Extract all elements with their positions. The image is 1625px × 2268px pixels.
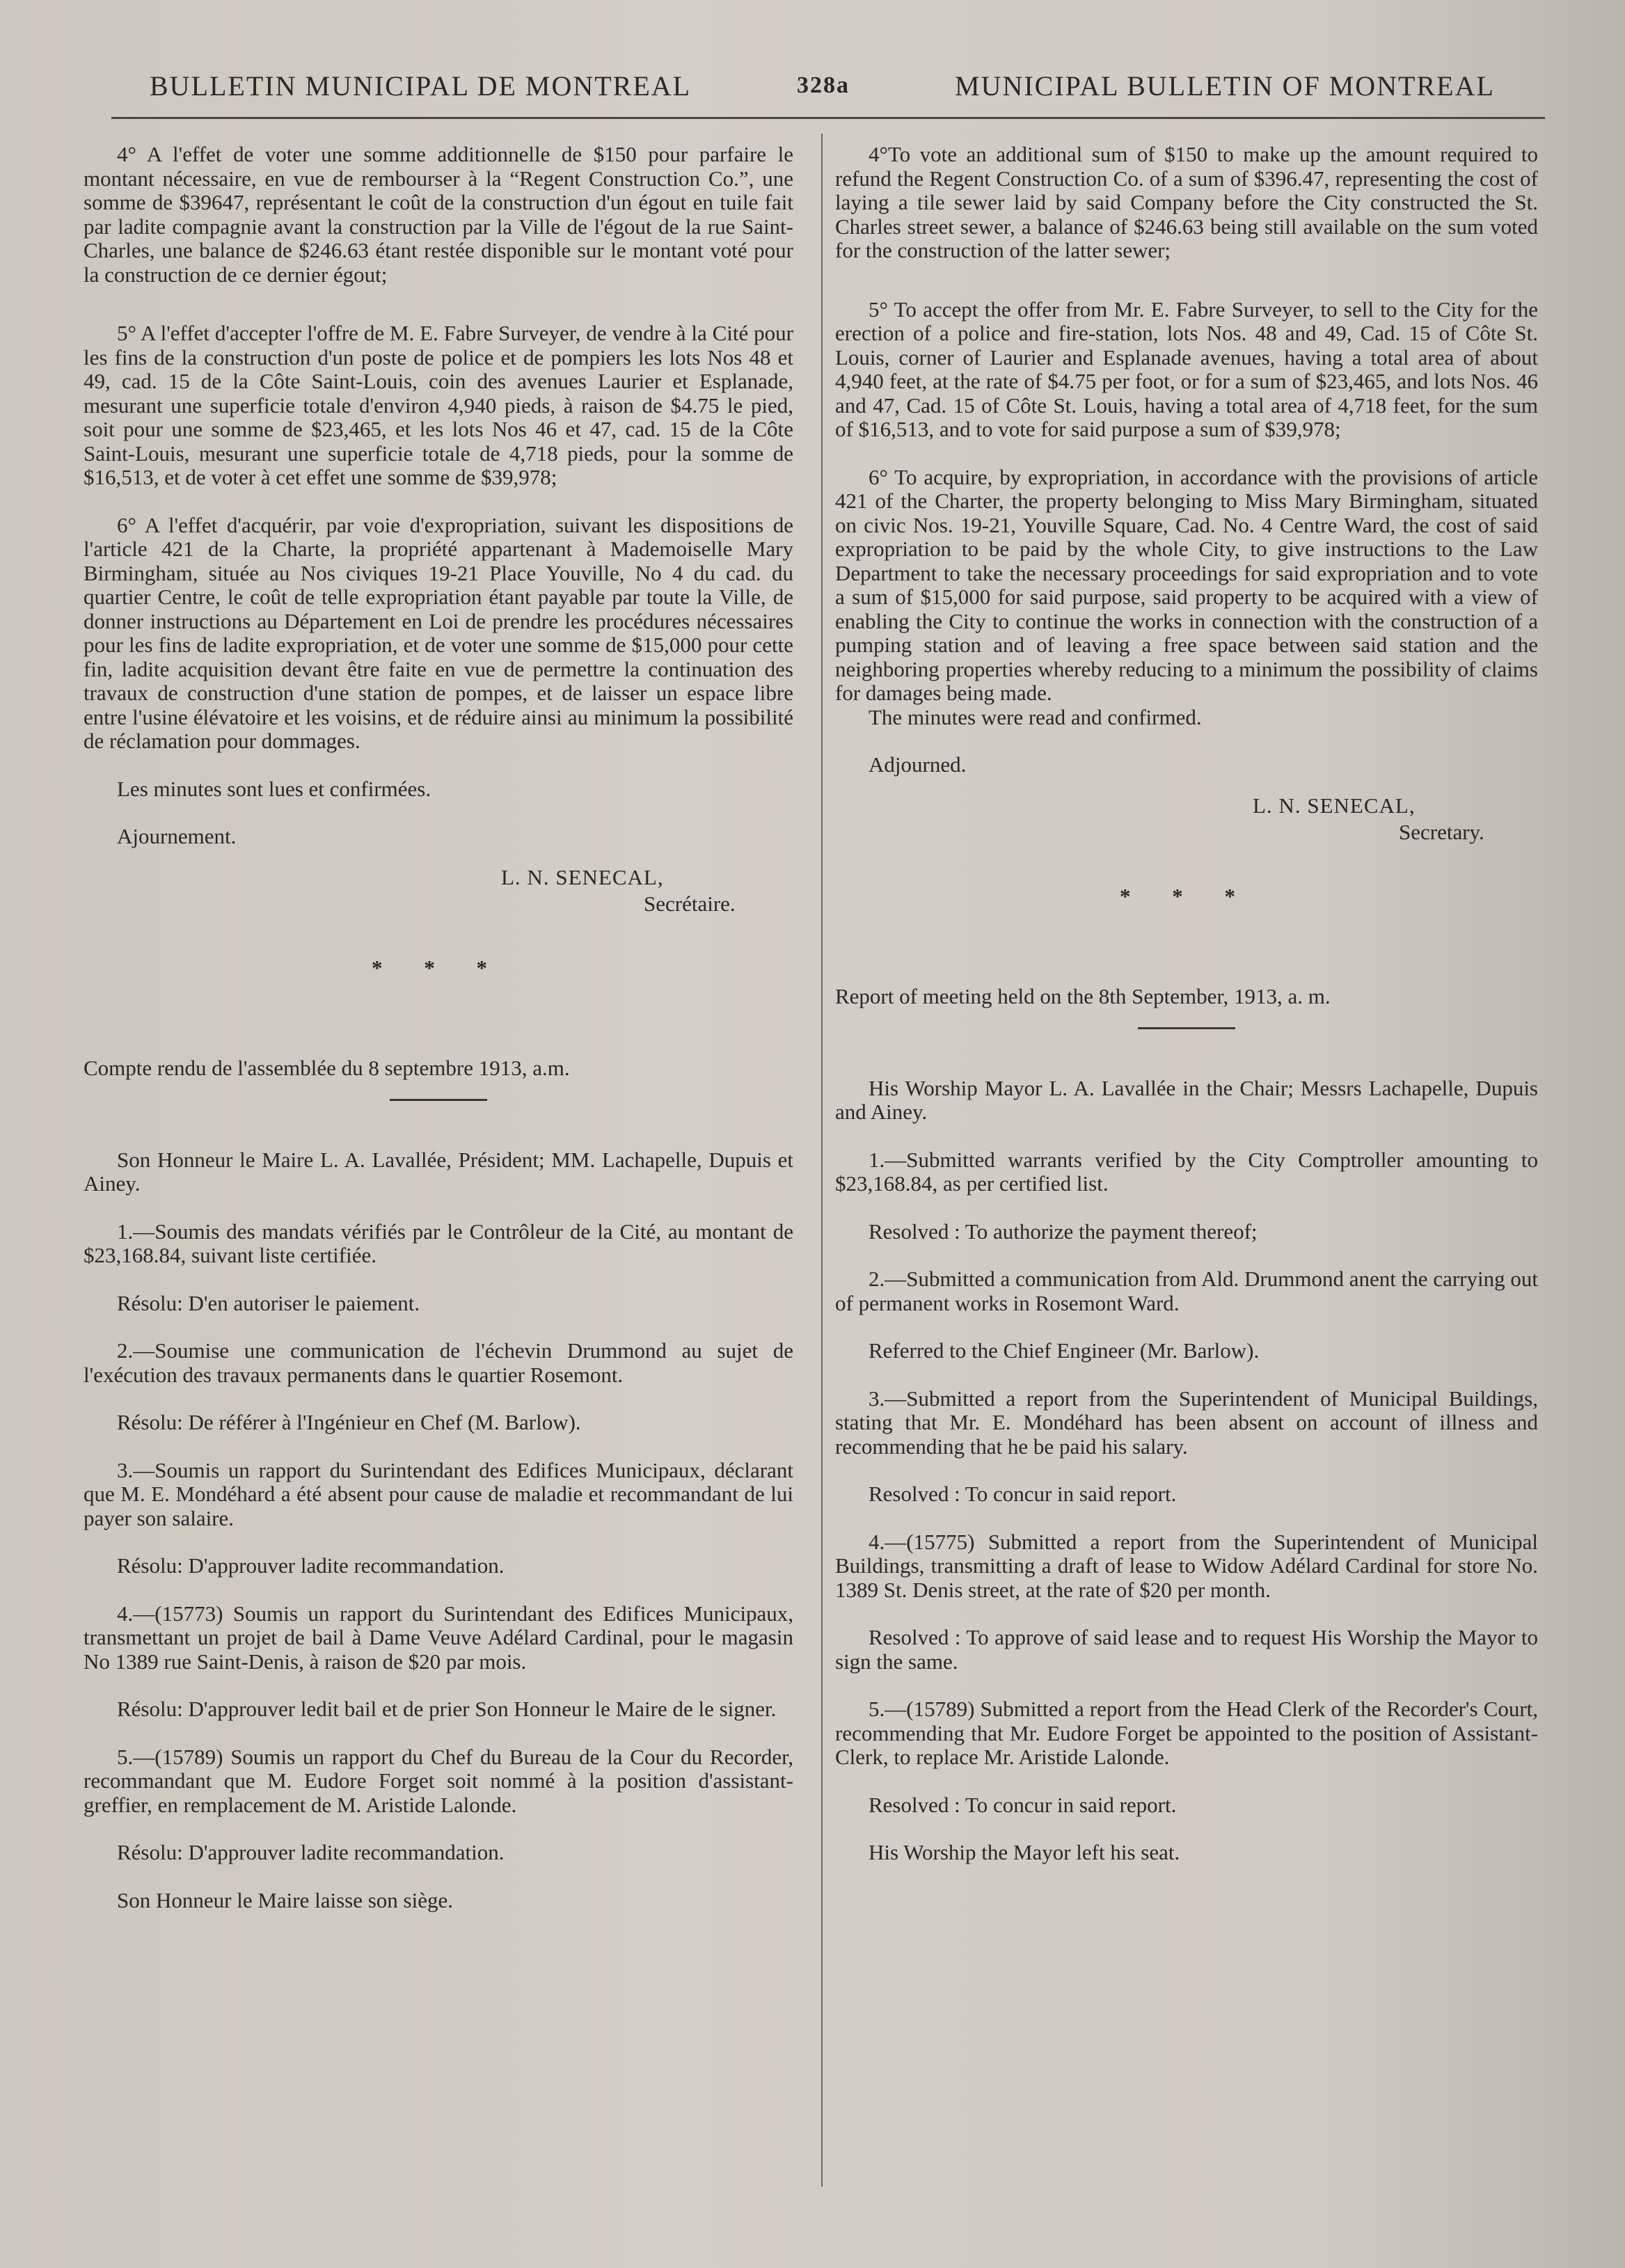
agenda-item-2: 2.—Soumise une communication de l'échevin Drummond au sujet de l'exécution des travaux permanents dans le quartier Rosemont. bbox=[84, 1338, 793, 1387]
resolution-3: Resolved : To concur in said report. bbox=[869, 1482, 1177, 1506]
paragraph-item-5: 5° A l'effet d'accepter l'offre de M. E. Fabre Surveyer, de vendre à la Cité pour les fins de la construction d'un poste de police et de pompiers les lots Nos 48 et 49, cad. 15 de la Côte Saint-Louis, coin des avenues Laurier et Esplanade, mesurant une superficie totale d'environ 4,940 pieds, à raison de $4.75 le pied, soit pour une somme de $23,465, et les lots Nos 46 et 47, cad. 15 de la Côte Saint-Louis, mesurant une superficie totale de 4,718 pieds, pour la somme de $16,513, et de voter à cet effet une somme de $39,978; bbox=[84, 321, 793, 489]
agenda-item-1: 1.—Soumis des mandats vérifiés par le Contrôleur de la Cité, au montant de $23,168.84, suivant liste certifiée. bbox=[84, 1219, 793, 1267]
signature-name: L. N. SENECAL, bbox=[1253, 793, 1416, 818]
report-rule bbox=[390, 1099, 487, 1101]
adjourned: Ajournement. bbox=[117, 824, 237, 848]
paragraph-item-4: 4° A l'effet de voter une somme additionnelle de $150 pour parfaire le montant nécessaire, en vue de rembourser à la “Regent Construction Co.”, une somme de $39647, représentant le coût de la construction d'un égout en tuile fait par ladite compagnie avant la construction par la Ville de l'égout de la rue Saint-Charles, une balance de $246.63 étant restée disponible sur le montant voté pour la construction de ce dernier égout; bbox=[84, 142, 793, 287]
signature-block bbox=[84, 866, 793, 914]
resolution-4: Résolu: D'approuver ledit bail et de prier Son Honneur le Maire de le signer. bbox=[117, 1697, 777, 1721]
resolution-1: Résolu: D'en autoriser le paiement. bbox=[117, 1290, 420, 1315]
column-divider bbox=[821, 134, 823, 2187]
agenda-item-2: 2.—Submitted a communication from Ald. Drummond anent the carrying out of permanent works in Rosemont Ward. bbox=[835, 1267, 1538, 1315]
paragraph-item-5: 5° To accept the offer from Mr. E. Fabre Surveyer, to sell to the City for the erection of a police and fire-station, lots Nos. 48 and 49, Cad. 15 of Côte St. Louis, corner of Laurier and Esplanade avenues, having a total area of about 4,940 feet, at the rate of $4.75 per foot, or for a sum of $23,465, and lots Nos. 46 and 47, Cad. 15 of Côte St. Louis, having a total area of 4,718 feet, for the sum of $16,513, and to vote for said purpose a sum of $39,978; bbox=[835, 296, 1538, 441]
header-title-french: BULLETIN MUNICIPAL DE MONTREAL bbox=[150, 70, 692, 102]
signature-title: Secrétaire. bbox=[644, 891, 736, 916]
agenda-item-3: 3.—Soumis un rapport du Surintendant des Edifices Municipaux, déclarant que M. E. Mondéhard a été absent pour cause de maladie et recommandant de lui payer son salaire. bbox=[84, 1457, 793, 1530]
section-stars: * * * bbox=[372, 955, 505, 980]
agenda-item-5: 5.—(15789) Soumis un rapport du Chef du Bureau de la Cour du Recorder, recommandant que M. Eudore Forget soit nommé à la position d'assistant-greffier, en remplacement de M. Aristide Lalonde. bbox=[84, 1744, 793, 1817]
resolution-4: Resolved : To approve of said lease and to request His Worship the Mayor to sign the same. bbox=[835, 1625, 1538, 1674]
signature-block bbox=[835, 794, 1538, 843]
agenda-item-1: 1.—Submitted warrants verified by the City Comptroller amounting to $23,168.84, as per certified list. bbox=[835, 1147, 1538, 1196]
resolution-2: Referred to the Chief Engineer (Mr. Barlow). bbox=[869, 1338, 1260, 1363]
minutes-confirmed: Les minutes sont lues et confirmées. bbox=[117, 776, 431, 801]
adjourned: Adjourned. bbox=[869, 752, 967, 777]
resolution-1: Resolved : To authorize the payment thereof; bbox=[869, 1219, 1258, 1244]
attendance: Son Honneur le Maire L. A. Lavallée, Président; MM. Lachapelle, Dupuis et Ainey. bbox=[84, 1147, 793, 1196]
signature-title: Secretary. bbox=[1399, 819, 1484, 844]
english-column bbox=[835, 143, 1538, 1865]
header-rule bbox=[111, 117, 1545, 119]
paragraph-item-6: 6° A l'effet d'acquérir, par voie d'expropriation, suivant les dispositions de l'article 421 de la Charte, la propriété appartenant à Mademoiselle Mary Birmingham, située au Nos civiques 19-21 Place Youville, No 4 du cad. du quartier Centre, le coût de telle expropriation étant payable par toute la Ville, de donner instructions au Département en Loi de prendre les procédures nécessaires pour les fins de ladite expropriation, et de voter une somme de $15,000 pour cette fin, ladite acquisition devant être faite en vue de permettre la continuation des travaux de construction d'une station de pompes, et de laisser un espace libre entre l'usine élévatoire et les voisins, et de réduire ainsi au minimum la possibilité de réclamation pour dommages. bbox=[84, 512, 793, 753]
agenda-item-4: 4.—(15775) Submitted a report from the Superintendent of Municipal Buildings, transmitting a draft of lease to Widow Adélard Cardinal for store No. 1389 St. Denis street, at the rate of $20 per month. bbox=[835, 1529, 1538, 1602]
resolution-5: Resolved : To concur in said report. bbox=[869, 1792, 1177, 1817]
minutes-confirmed: The minutes were read and confirmed. bbox=[869, 704, 1202, 729]
attendance: His Worship Mayor L. A. Lavallée in the Chair; Messrs Lachapelle, Dupuis and Ainey. bbox=[835, 1075, 1538, 1124]
agenda-item-4: 4.—(15773) Soumis un rapport du Surintendant des Edifices Municipaux, transmettant un projet de bail à Dame Veuve Adélard Cardinal, pour le magasin No 1389 rue Saint-Denis, à raison de $20 par mois. bbox=[84, 1601, 793, 1674]
agenda-item-3: 3.—Submitted a report from the Superintendent of Municipal Buildings, stating that Mr. E. Mondéhard has been absent on account of illness and recommending that he be paid his salary. bbox=[835, 1386, 1538, 1459]
agenda-item-5: 5.—(15789) Submitted a report from the Head Clerk of the Recorder's Court, recommending that Mr. Eudore Forget be appointed to the position of Assistant-Clerk, to replace Mr. Aristide Lalonde. bbox=[835, 1697, 1538, 1769]
french-column bbox=[84, 143, 793, 1912]
header-title-english: MUNICIPAL BULLETIN OF MONTREAL bbox=[955, 70, 1495, 102]
report-title: Report of meeting held on the 8th September, 1913, a. m. bbox=[835, 984, 1331, 1008]
report-rule bbox=[1138, 1027, 1235, 1029]
page-number: 328a bbox=[797, 72, 850, 98]
paragraph-item-4: 4°To vote an additional sum of $150 to make up the amount required to refund the Regent Construction Co. of a sum of $396.47, representing the cost of laying a tile sewer laid by said Company before the City constructed the St. Charles street sewer, a balance of $246.63 being still available on the sum voted for the construction of the latter sewer; bbox=[835, 142, 1538, 262]
section-stars: * * * bbox=[1120, 883, 1253, 908]
resolution-5: Résolu: D'approuver ladite recommandation. bbox=[117, 1840, 505, 1864]
mayor-leaves-seat: His Worship the Mayor left his seat. bbox=[869, 1840, 1180, 1864]
report-title: Compte rendu de l'assemblée du 8 septembre 1913, a.m. bbox=[84, 1056, 570, 1080]
paragraph-item-6: 6° To acquire, by expropriation, in accordance with the provisions of article 421 of the Charter, the property belonging to Miss Mary Birmingham, situated on civic Nos. 19-21, Youville Square, Cad. No. 4 Centre Ward, the cost of said expropriation to be paid by the whole City, to give instructions to the Law Department to take the necessary proceedings for said expropriation and to vote a sum of $15,000 for said purpose, said property to be acquired with a view of enabling the City to continue the works in connection with the construction of a pumping station and of leaving a free space between said station and the neighboring properties whereby reducing to a minimum the possibility of claims for damages being made. bbox=[835, 464, 1538, 705]
mayor-leaves-seat: Son Honneur le Maire laisse son siège. bbox=[117, 1887, 453, 1912]
signature-name: L. N. SENECAL, bbox=[501, 864, 664, 889]
resolution-3: Résolu: D'approuver ladite recommandation. bbox=[117, 1553, 505, 1578]
page-header bbox=[0, 70, 1625, 118]
resolution-2: Résolu: De référer à l'Ingénieur en Chef (M. Barlow). bbox=[117, 1410, 581, 1434]
